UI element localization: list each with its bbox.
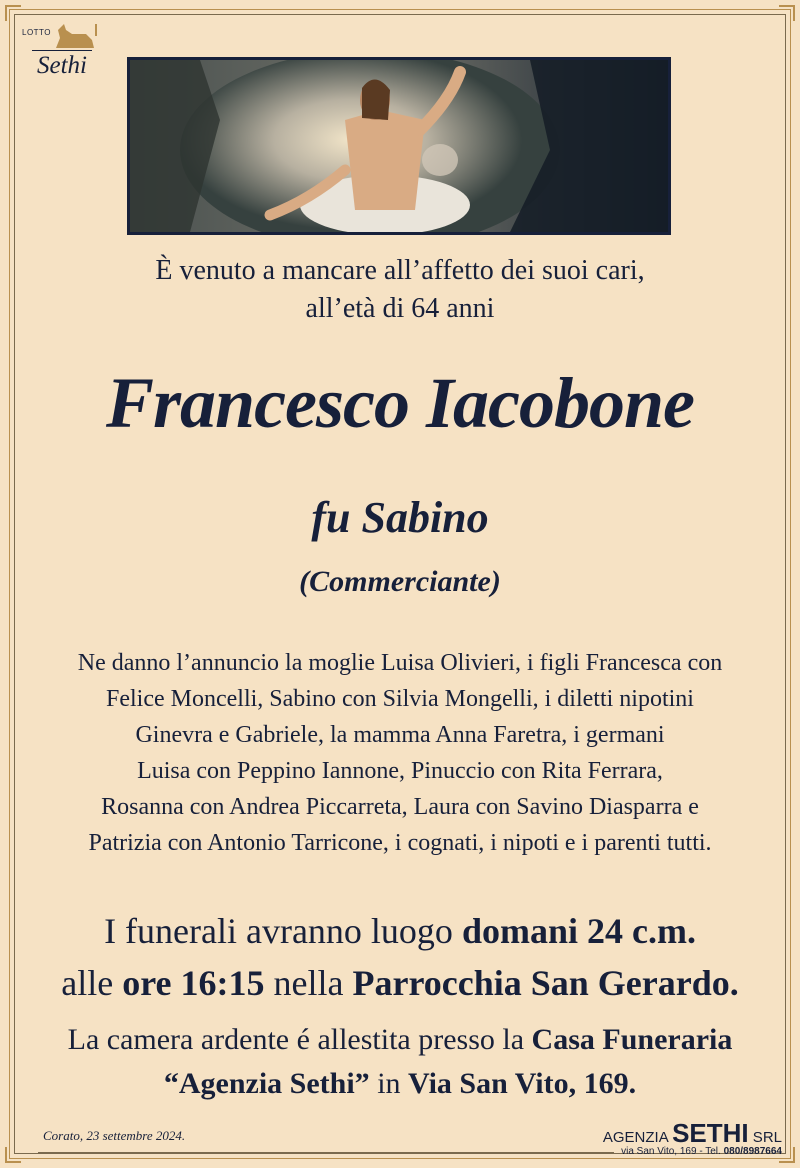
funeral-line-2 xyxy=(20,957,780,1009)
corner-ornament xyxy=(779,5,795,21)
agency-contact xyxy=(603,1146,782,1157)
announcement xyxy=(40,645,760,861)
funeral-date: domani 24 c.m. xyxy=(461,911,696,951)
agency-suffix: SRL xyxy=(748,1129,782,1146)
notice-date: Corato, 23 settembre 2024. xyxy=(43,1128,186,1143)
funeral-info xyxy=(20,905,780,1009)
chamber-line-2 xyxy=(20,1062,780,1106)
chamber-place: Casa Funeraria xyxy=(531,1023,733,1056)
dog-icon xyxy=(50,20,100,50)
chamber-agency: “Agenzia Sethi” xyxy=(163,1067,370,1100)
deceased-father: fu Sabino xyxy=(311,493,489,542)
agency-phone: 080/8987664 xyxy=(723,1146,782,1157)
announcement-line: Ginevra e Gabriele, la mamma Anna Faretra, i germani xyxy=(135,722,665,748)
painting-icon xyxy=(130,60,668,232)
announcement-line: Rosanna con Andrea Piccarreta, Laura con Savino Diasparra e xyxy=(101,794,699,820)
deceased-profession: (Commerciante) xyxy=(299,565,501,598)
agency-name xyxy=(603,1118,782,1149)
intro-line-1: È venuto a mancare all’affetto dei suoi cari, xyxy=(155,255,645,286)
agency-address: via San Vito, 169 - Tel. xyxy=(621,1146,724,1157)
funeral-time: ore 16:15 xyxy=(122,963,265,1003)
announcement-line: Luisa con Peppino Iannone, Pinuccio con Rita Ferrara, xyxy=(137,758,663,784)
agency-signature xyxy=(603,1118,782,1157)
funeral-text: alle xyxy=(61,963,123,1003)
resurrection-painting xyxy=(127,57,671,235)
funeral-chamber-info xyxy=(20,1018,780,1106)
corner-ornament xyxy=(5,1147,21,1163)
announcement-line: Felice Moncelli, Sabino con Silvia Mongelli, i diletti nipotini xyxy=(106,686,694,712)
deceased-name: Francesco Iacobone xyxy=(106,363,694,443)
logo-name: Sethi xyxy=(37,52,87,79)
announcement-line: Ne danno l’annuncio la moglie Luisa Olivieri, i figli Francesca con xyxy=(77,650,723,676)
logo-rule xyxy=(32,50,92,51)
chamber-text: in xyxy=(369,1067,409,1100)
chamber-line-1 xyxy=(20,1018,780,1062)
agency-prefix: AGENZIA xyxy=(602,1129,673,1146)
chamber-text: La camera ardente é allestita presso la xyxy=(67,1023,532,1056)
funeral-text: I funerali avranno luogo xyxy=(104,911,462,951)
announcement-line: Patrizia con Antonio Tarricone, i cognati, i nipoti e i parenti tutti. xyxy=(88,830,712,856)
chamber-address: Via San Vito, 169. xyxy=(408,1067,637,1100)
logo-lotto-text: LOTTO xyxy=(22,28,52,37)
agency-brand: SETHI xyxy=(672,1118,749,1148)
funeral-text: nella xyxy=(264,963,353,1003)
intro-line-2: all’età di 64 anni xyxy=(305,293,495,324)
sethi-logo xyxy=(14,14,110,84)
funeral-church: Parrocchia San Gerardo. xyxy=(352,963,739,1003)
footer-divider xyxy=(38,1152,614,1153)
funeral-line-1 xyxy=(20,905,780,957)
intro-text xyxy=(0,252,800,328)
